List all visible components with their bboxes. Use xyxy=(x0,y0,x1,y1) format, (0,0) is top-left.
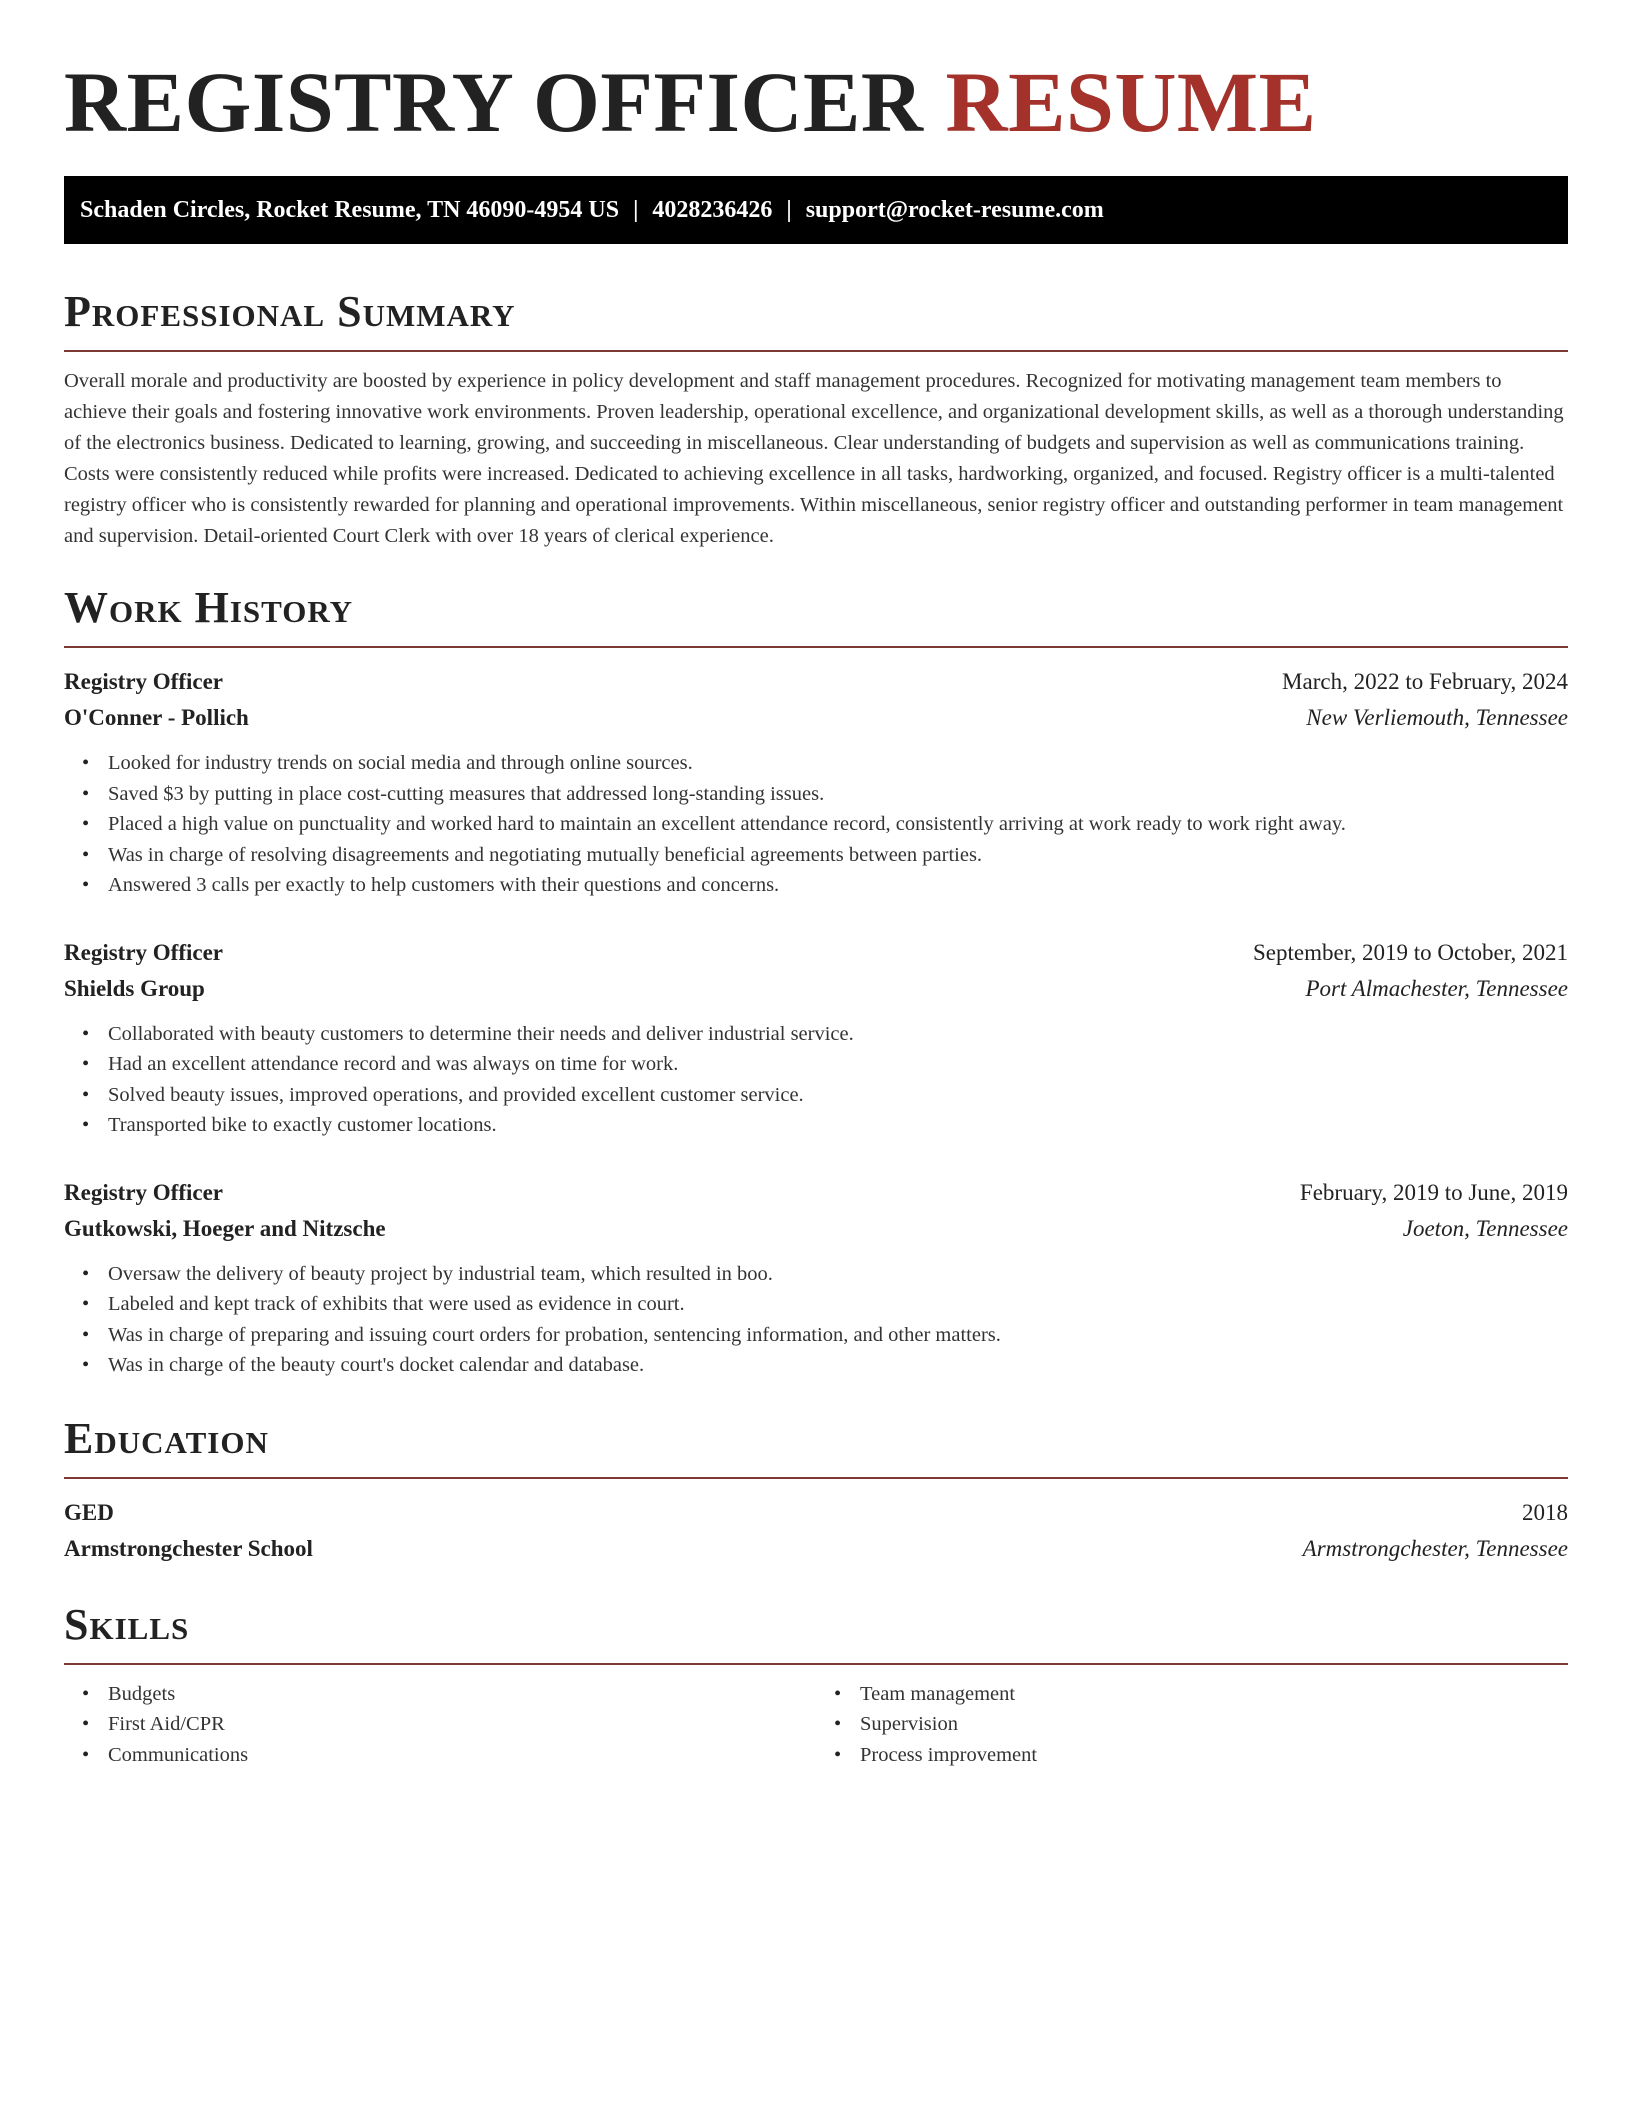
education-degree: GED xyxy=(64,1499,114,1525)
section-heading-work: Work History xyxy=(64,583,354,632)
job-header-row xyxy=(64,664,1568,700)
contact-phone: 4028236426 xyxy=(652,197,773,223)
job-location: Port Almachester, Tennessee xyxy=(1305,975,1568,1001)
job-bullet: • Was in charge of the beauty court's docket calendar and database. xyxy=(108,1350,1568,1381)
resume-title xyxy=(64,0,1568,152)
skill-item: • First Aid/CPR xyxy=(108,1709,816,1740)
contact-bar xyxy=(64,176,1568,244)
education-year: 2018 xyxy=(1522,1499,1568,1525)
job-location: Joeton, Tennessee xyxy=(1402,1215,1568,1241)
contact-separator: | xyxy=(786,197,792,223)
education-school: Armstrongchester School xyxy=(64,1535,313,1561)
section-heading-summary: Professional Summary xyxy=(64,287,516,336)
education-location: Armstrongchester, Tennessee xyxy=(1302,1535,1568,1561)
job-bullet: • Collaborated with beauty customers to determine their needs and deliver industrial service. xyxy=(108,1019,1568,1050)
job-bullets xyxy=(64,748,1568,901)
job-bullet: • Solved beauty issues, improved operations, and provided excellent customer service. xyxy=(108,1080,1568,1111)
skills-list-right xyxy=(816,1679,1568,1771)
job-bullet: • Was in charge of preparing and issuing court orders for probation, sentencing information, and other matters. xyxy=(108,1320,1568,1351)
job-bullet: • Placed a high value on punctuality and worked hard to maintain an excellent attendance record, consistently arriving at work ready to work right away. xyxy=(108,809,1568,840)
education-entry xyxy=(64,1495,1568,1567)
job-dates: February, 2019 to June, 2019 xyxy=(1299,1179,1568,1205)
skill-item: • Communications xyxy=(108,1740,816,1771)
job-company: Gutkowski, Hoeger and Nitzsche xyxy=(64,1215,386,1241)
education-section xyxy=(64,1411,1568,1567)
job-title: Registry Officer xyxy=(64,669,224,694)
job-bullet: • Saved $3 by putting in place cost-cutting measures that addressed long-standing issues. xyxy=(108,779,1568,810)
contact-address: Schaden Circles, Rocket Resume, TN 46090-4954 US xyxy=(80,197,620,223)
job-header-row xyxy=(64,1175,1568,1211)
job-bullet: • Looked for industry trends on social media and through online sources. xyxy=(108,748,1568,779)
job-dates: September, 2019 to October, 2021 xyxy=(1253,939,1568,965)
job-company-row xyxy=(64,971,1568,1007)
job-title: Registry Officer xyxy=(64,1179,224,1205)
job-bullet: • Transported bike to exactly customer locations. xyxy=(108,1110,1568,1141)
job-bullet: • Labeled and kept track of exhibits that were used as evidence in court. xyxy=(108,1289,1568,1320)
job-company: Shields Group xyxy=(64,975,205,1001)
job-dates: March, 2022 to February, 2024 xyxy=(1282,669,1568,694)
job-company-row xyxy=(64,1211,1568,1247)
job-bullet: • Oversaw the delivery of beauty project by industrial team, which resulted in boo. xyxy=(108,1259,1568,1290)
job-entry xyxy=(64,664,1568,901)
job-bullets xyxy=(64,1019,1568,1141)
section-divider xyxy=(64,350,1568,352)
job-bullet: • Had an excellent attendance record and was always on time for work. xyxy=(108,1049,1568,1080)
skills-list-left xyxy=(64,1679,816,1771)
section-divider xyxy=(64,1663,1568,1665)
title-main: REGISTRY OFFICER xyxy=(64,54,924,150)
section-heading-education: Education xyxy=(64,1413,269,1463)
contact-email[interactable]: support@rocket-resume.com xyxy=(805,197,1104,223)
contact-separator: | xyxy=(633,197,639,223)
job-title: Registry Officer xyxy=(64,939,224,965)
section-divider xyxy=(64,1477,1568,1479)
job-company-row xyxy=(64,700,1568,736)
skill-item: • Budgets xyxy=(108,1679,816,1710)
education-degree-row xyxy=(64,1495,1568,1531)
skill-item: • Process improvement xyxy=(860,1740,1568,1771)
title-accent: RESUME xyxy=(945,54,1317,150)
job-location: New Verliemouth, Tennessee xyxy=(1306,705,1568,730)
section-divider xyxy=(64,646,1568,648)
education-school-row xyxy=(64,1531,1568,1567)
job-bullet: • Was in charge of resolving disagreements and negotiating mutually beneficial agreements between parties. xyxy=(108,840,1568,871)
summary-text: Overall morale and productivity are boosted by experience in policy development and staff management procedures. Recognized for motivating management team members to achieve their goals and fostering innovative work environments. Proven leadership, operational excellence, and organizational development skills, as well as a thorough understanding of the electronics business. Dedicated to learning, growing, and succeeding in miscellaneous. Clear understanding of budgets and supervision as well as communications training. Costs were consistently reduced while profits were increased. Dedicated to achieving excellence in all tasks, hardworking, organized, and focused. Registry officer is a multi-talented registry officer who is consistently rewarded for planning and operational improvements. Within miscellaneous, senior registry officer and outstanding performer in team management and supervision. Detail-oriented Court Clerk with over 18 years of clerical experience. xyxy=(64,370,1564,547)
skills-section xyxy=(64,1597,1568,1771)
job-header-row xyxy=(64,935,1568,971)
skill-item: • Supervision xyxy=(860,1709,1568,1740)
job-company: O'Conner - Pollich xyxy=(64,705,249,730)
job-entry xyxy=(64,935,1568,1141)
job-bullets xyxy=(64,1259,1568,1381)
job-bullet: • Answered 3 calls per exactly to help customers with their questions and concerns. xyxy=(108,870,1568,901)
skill-item: • Team management xyxy=(860,1679,1568,1710)
job-entry xyxy=(64,1175,1568,1381)
work-history-section xyxy=(64,580,1568,1381)
section-heading-skills: Skills xyxy=(64,1599,190,1649)
professional-summary-section xyxy=(64,284,1568,552)
skills-columns xyxy=(64,1679,1568,1771)
